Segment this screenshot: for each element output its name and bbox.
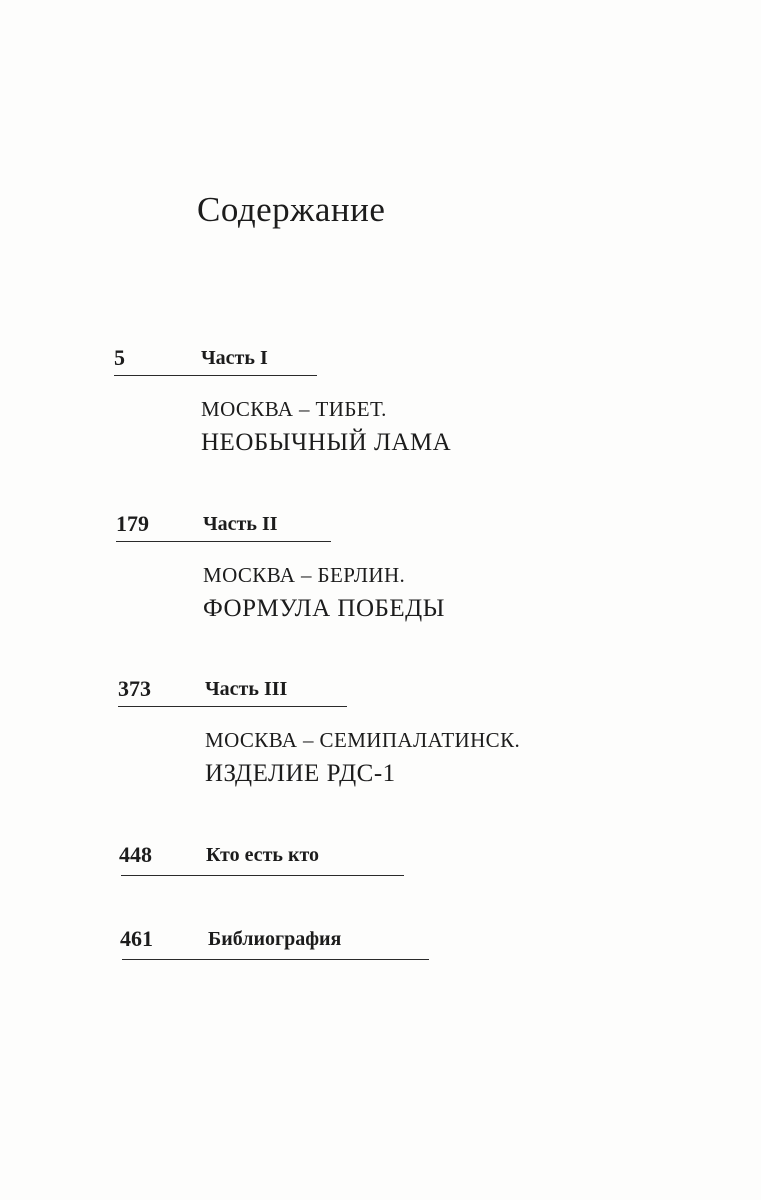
toc-underline	[122, 959, 429, 960]
toc-page-number: 5	[114, 345, 125, 370]
toc-entry-row	[0, 840, 761, 870]
toc-part-title: НЕОБЫЧНЫЙ ЛАМА	[201, 429, 452, 456]
toc-underline	[114, 375, 317, 376]
toc-page-number: 461	[120, 926, 153, 951]
toc-section-label: Библиография	[208, 928, 342, 950]
toc-underline	[116, 541, 331, 542]
toc-section-label: Кто есть кто	[206, 844, 320, 866]
toc-page-number: 179	[116, 511, 149, 536]
toc-page-number: 448	[119, 842, 152, 867]
toc-underline	[118, 706, 347, 707]
toc-part-label: Часть III	[205, 678, 288, 700]
toc-part-label: Часть II	[203, 513, 278, 535]
toc-part-title: ИЗДЕЛИЕ РДС-1	[205, 760, 396, 787]
page-title: Содержание	[197, 190, 386, 229]
toc-part-title: ФОРМУЛА ПОБЕДЫ	[203, 595, 445, 622]
toc-underline	[121, 875, 404, 876]
toc-part-label: Часть I	[201, 347, 268, 369]
toc-entry-row	[0, 924, 761, 954]
toc-entry-row	[0, 509, 761, 539]
toc-entry-row	[0, 343, 761, 373]
toc-entry-row	[0, 674, 761, 704]
toc-part-subtitle: МОСКВА – БЕРЛИН.	[203, 563, 406, 587]
toc-part-subtitle: МОСКВА – ТИБЕТ.	[201, 397, 387, 421]
toc-page-number: 373	[118, 676, 151, 701]
toc-part-subtitle: МОСКВА – СЕМИПАЛАТИНСК.	[205, 728, 521, 752]
